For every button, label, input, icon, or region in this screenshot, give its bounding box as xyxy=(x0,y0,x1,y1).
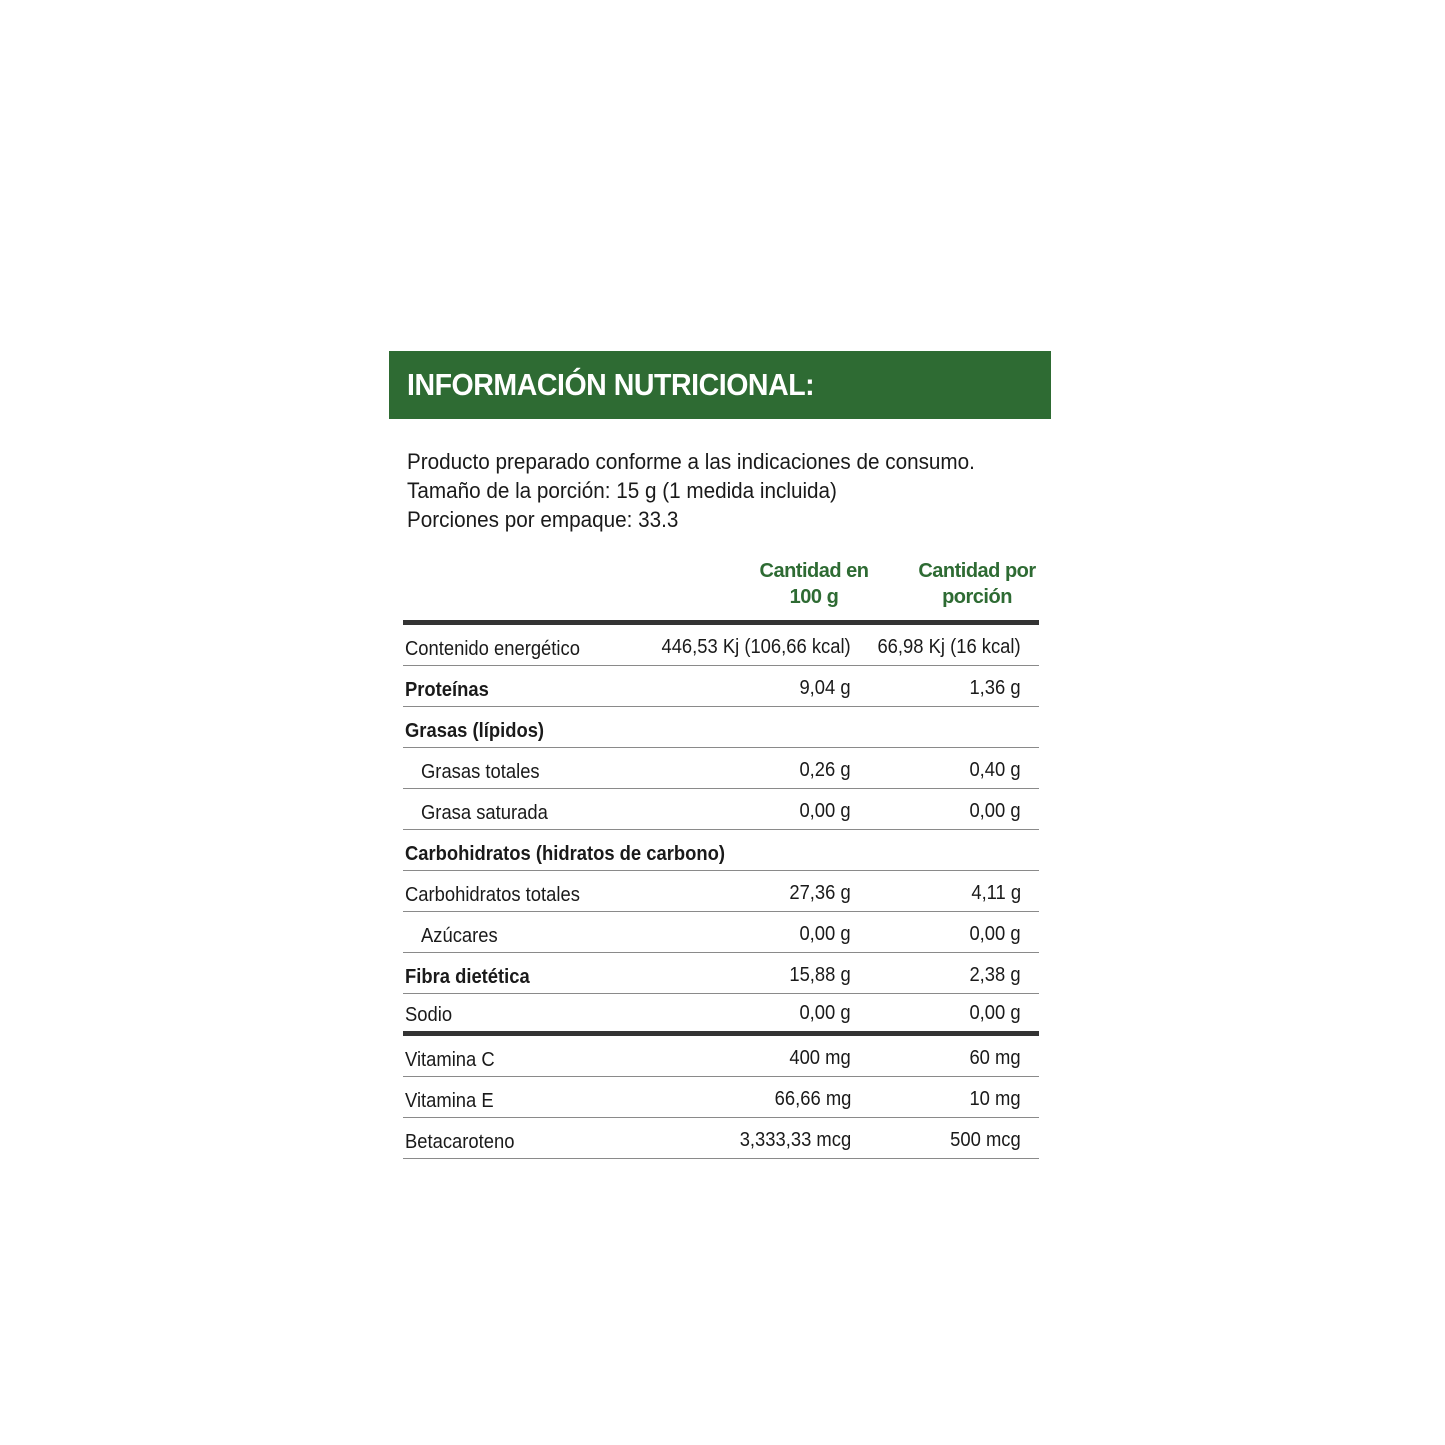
value-per-serving: 0,00 g xyxy=(969,800,1021,822)
value-per-100g: 27,36 g xyxy=(789,882,851,904)
value-per-100g: 3,333,33 mcg xyxy=(739,1129,851,1151)
table-row xyxy=(403,994,1039,1036)
value-per-100g: 446,53 Kj (106,66 kcal) xyxy=(661,636,851,658)
serving-info xyxy=(389,447,1051,534)
row-label: Grasas (lípidos) xyxy=(405,720,545,742)
value-per-100g: 0,00 g xyxy=(799,923,851,945)
row-label: Vitamina C xyxy=(405,1049,495,1071)
value-per-serving: 2,38 g xyxy=(969,964,1021,986)
row-label: Proteínas xyxy=(405,679,489,701)
value-per-serving: 10 mg xyxy=(969,1088,1021,1110)
table-row xyxy=(403,1077,1039,1118)
column-header-per-serving xyxy=(912,558,1042,610)
value-per-100g: 9,04 g xyxy=(799,677,851,699)
row-label: Fibra dietética xyxy=(405,966,530,988)
value-per-serving: 66,98 Kj (16 kcal) xyxy=(877,636,1021,658)
table-header xyxy=(403,558,1039,620)
preparation-note: Producto preparado conforme a las indicaciones de consumo. xyxy=(407,449,975,474)
row-label: Grasa saturada xyxy=(421,802,548,824)
row-label: Contenido energético xyxy=(405,638,580,660)
row-label: Sodio xyxy=(405,1004,453,1026)
table-row xyxy=(403,666,1039,707)
row-label: Vitamina E xyxy=(405,1090,494,1112)
nutrition-panel xyxy=(389,351,1051,1153)
title-banner xyxy=(389,351,1051,419)
row-label: Grasas totales xyxy=(421,761,540,783)
table-row xyxy=(403,871,1039,912)
value-per-serving: 0,00 g xyxy=(969,923,1021,945)
table-row xyxy=(403,912,1039,953)
column-header-per-100g-line1: Cantidad en xyxy=(759,560,869,582)
value-per-serving: 1,36 g xyxy=(969,677,1021,699)
table-row xyxy=(403,953,1039,994)
serving-size: Tamaño de la porción: 15 g (1 medida incluida) xyxy=(407,478,837,503)
table-row xyxy=(403,625,1039,666)
row-label: Betacaroteno xyxy=(405,1131,515,1153)
column-header-per-100g-line2: 100 g xyxy=(789,586,839,608)
row-label: Azúcares xyxy=(421,925,498,947)
value-per-100g: 15,88 g xyxy=(789,964,851,986)
value-per-100g: 400 mg xyxy=(789,1047,851,1069)
row-label: Carbohidratos totales xyxy=(405,884,580,906)
value-per-serving: 0,00 g xyxy=(969,1002,1021,1024)
column-header-per-serving-line1: Cantidad por xyxy=(918,560,1036,582)
row-label: Carbohidratos (hidratos de carbono) xyxy=(405,843,725,865)
value-per-serving: 60 mg xyxy=(969,1047,1021,1069)
value-per-serving: 500 mcg xyxy=(950,1129,1021,1151)
table-row xyxy=(403,789,1039,830)
table-row xyxy=(403,1118,1039,1159)
value-per-100g: 0,00 g xyxy=(799,1002,851,1024)
column-header-per-100g xyxy=(749,558,879,610)
value-per-100g: 0,00 g xyxy=(799,800,851,822)
table-row xyxy=(403,707,1039,748)
servings-per-package: Porciones por empaque: 33.3 xyxy=(407,507,679,532)
nutrition-table xyxy=(403,558,1039,1159)
table-row xyxy=(403,1036,1039,1077)
value-per-serving: 0,40 g xyxy=(969,759,1021,781)
panel-title: INFORMACIÓN NUTRICIONAL: xyxy=(407,367,815,402)
value-per-serving: 4,11 g xyxy=(971,882,1021,904)
value-per-100g: 66,66 mg xyxy=(774,1088,851,1110)
table-row xyxy=(403,748,1039,789)
value-per-100g: 0,26 g xyxy=(799,759,851,781)
table-row xyxy=(403,830,1039,871)
column-header-per-serving-line2: porción xyxy=(942,586,1012,608)
